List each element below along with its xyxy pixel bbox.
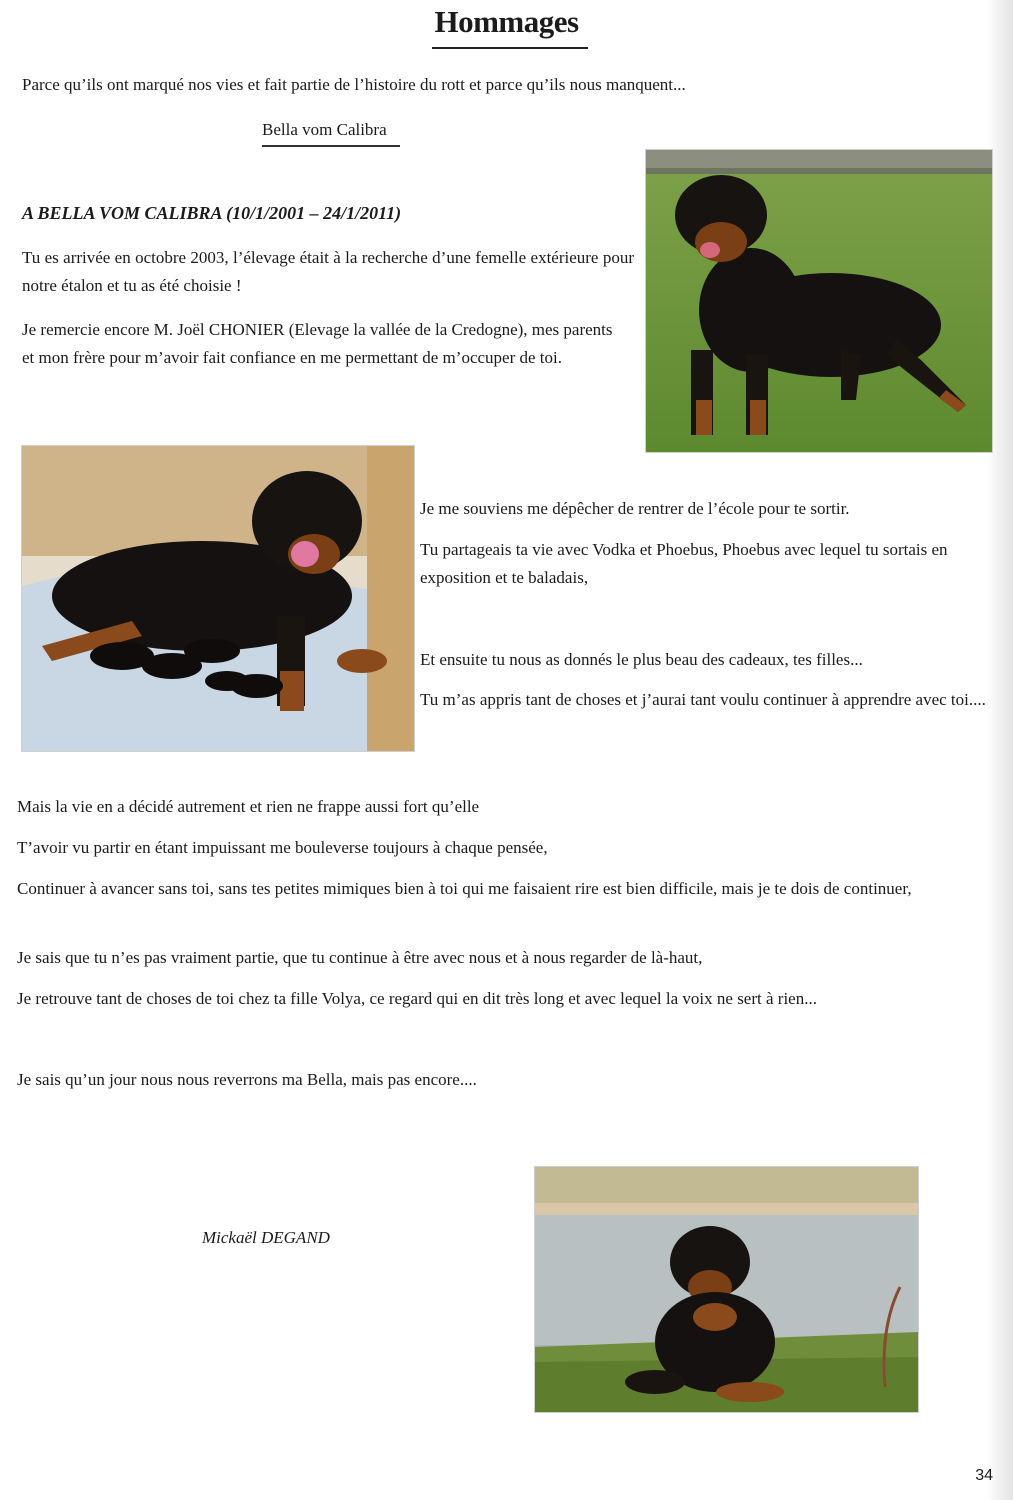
page-number: 34 (975, 1467, 993, 1484)
photo-litter (22, 446, 414, 751)
paragraph-daughters: Et ensuite tu nous as donnés le plus beau des cadeaux, tes filles... (420, 650, 863, 669)
paragraph-life: Mais la vie en a décidé autrement et rien ne frappe aussi fort qu’elle (17, 797, 480, 816)
paragraph-school: Je me souviens me dépêcher de rentrer de l’école pour te sortir. (420, 499, 850, 518)
dog-name: Bella vom Calibra (262, 120, 387, 139)
intro-text: Parce qu’ils ont marqué nos vies et fait partie de l’histoire du rott et parce qu’ils nous manquent... (22, 75, 686, 94)
paragraph-vodka-phoebus: Tu partageais ta vie avec Vodka et Phoebus, Phoebus avec lequel tu sortais en exposition et te baladais, (420, 540, 948, 587)
paragraph-thanks: Je remercie encore M. Joël CHONIER (Elevage la vallée de la Credogne), mes parents et mon frère pour m’avoir fait confiance en me permettant de m’occuper de toi. (22, 320, 613, 367)
paragraph-powerless: T’avoir vu partir en étant impuissant me bouleverse toujours à chaque pensée, (17, 838, 548, 857)
paragraph-up-there: Je sais que tu n’es pas vraiment partie, que tu continue à être avec nous et à nous regarder de là-haut, (17, 948, 703, 967)
photo-lying-dog (535, 1167, 918, 1412)
litter-image (22, 446, 414, 751)
standing-dog-image (646, 150, 992, 452)
tribute-heading: A BELLA VOM CALIBRA (10/1/2001 – 24/1/2011) (22, 203, 402, 223)
paragraph-continue: Continuer à avancer sans toi, sans tes petites mimiques bien à toi qui me faisaient rire est bien difficile, mais je te dois de continuer, (17, 879, 912, 898)
paragraph-learned: Tu m’as appris tant de choses et j’aurai tant voulu continuer à apprendre avec toi.... (420, 690, 986, 709)
signature: Mickaël DEGAND (202, 1228, 330, 1247)
dog-name-underline (262, 145, 400, 147)
page-title: Hommages (434, 4, 579, 39)
photo-standing-dog (646, 150, 992, 452)
title-underline (432, 47, 588, 49)
lying-dog-image (535, 1167, 918, 1412)
paragraph-arrival: Tu es arrivée en octobre 2003, l’élevage était à la recherche d’une femelle extérieure pour notre étalon et tu as été choisie ! (22, 248, 634, 295)
paragraph-reunion: Je sais qu’un jour nous nous reverrons ma Bella, mais pas encore.... (17, 1070, 477, 1089)
paragraph-volya: Je retrouve tant de choses de toi chez ta fille Volya, ce regard qui en dit très long et avec lequel la voix ne sert à rien... (17, 989, 817, 1008)
